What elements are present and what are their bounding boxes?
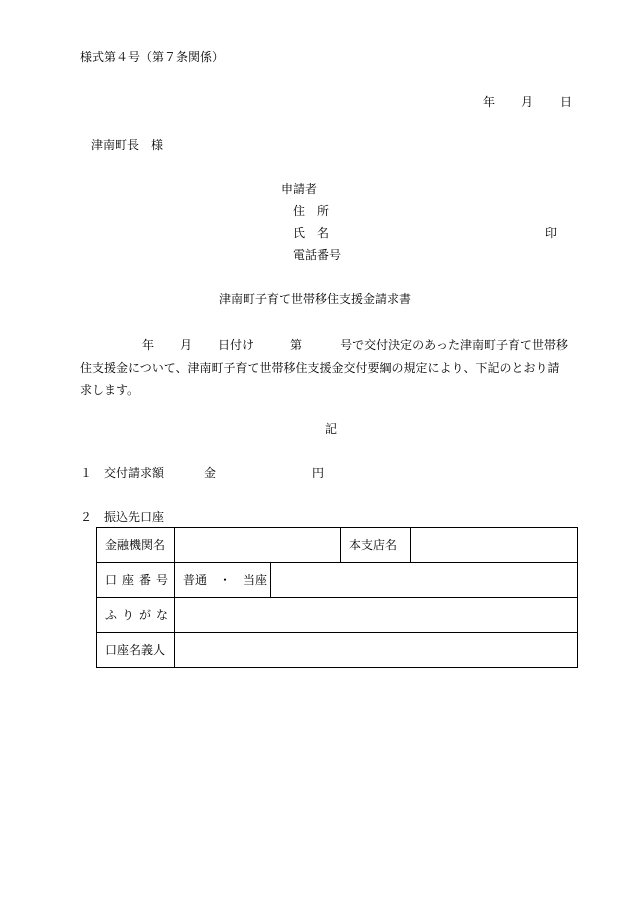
body-line-1-rest: 号で交付決定のあった津南町子育て世帯移 xyxy=(340,338,568,352)
item-1-number: １ xyxy=(80,466,93,480)
branch-field[interactable] xyxy=(411,528,578,563)
request-body-text xyxy=(80,334,580,402)
addressee: 津南町長 様 xyxy=(91,138,164,152)
holder-label: 口座名義人 xyxy=(97,633,175,668)
body-number-prefix: 第 xyxy=(290,338,303,352)
applicant-address-label: 住 所 xyxy=(293,204,330,218)
item-2-bank-account xyxy=(80,510,164,524)
branch-label: 本支店名 xyxy=(341,528,411,563)
account-number-field[interactable] xyxy=(271,563,578,598)
body-month: 月 xyxy=(180,338,193,352)
date-day: 日 xyxy=(560,95,573,109)
date-month: 月 xyxy=(521,95,534,109)
document-title: 津南町子育て世帯移住支援金請求書 xyxy=(218,292,411,306)
form-number: 様式第４号（第７条関係） xyxy=(80,50,225,64)
holder-field[interactable] xyxy=(175,633,578,668)
furigana-field[interactable] xyxy=(175,598,578,633)
applicant-name-label: 氏 名 xyxy=(293,226,330,240)
account-number-label: 口座番号 xyxy=(97,563,175,598)
institution-label: 金融機関名 xyxy=(97,528,175,563)
item-2-number: ２ xyxy=(80,510,93,524)
body-line-1 xyxy=(80,334,580,357)
applicant-label: 申請者 xyxy=(281,182,318,196)
furigana-label: ふりがな xyxy=(97,598,175,633)
institution-field[interactable] xyxy=(175,528,341,563)
table-row xyxy=(97,598,578,633)
bank-account-table xyxy=(96,527,578,668)
body-line-3: 求します。 xyxy=(80,383,140,397)
item-1-label: 交付請求額 xyxy=(104,466,165,480)
table-row xyxy=(97,633,578,668)
body-line-2: 住支援金について、津南町子育て世帯移住支援金交付要綱の規定により、下記のとおり請 xyxy=(80,360,560,375)
item-2-label: 振込先口座 xyxy=(104,510,165,524)
item-1-unit: 円 xyxy=(312,466,325,480)
table-row xyxy=(97,528,578,563)
date-year: 年 xyxy=(483,95,496,109)
seal-mark: 印 xyxy=(545,226,558,240)
body-year: 年 xyxy=(142,338,155,352)
item-1-request-amount xyxy=(80,466,324,480)
ki-heading: 記 xyxy=(324,422,337,436)
body-dated: 日付け xyxy=(218,338,255,352)
applicant-phone-label: 電話番号 xyxy=(293,248,342,262)
account-type-options[interactable]: 普通 ・ 当座 xyxy=(175,563,271,598)
item-1-currency-prefix: 金 xyxy=(204,466,217,480)
table-row xyxy=(97,563,578,598)
